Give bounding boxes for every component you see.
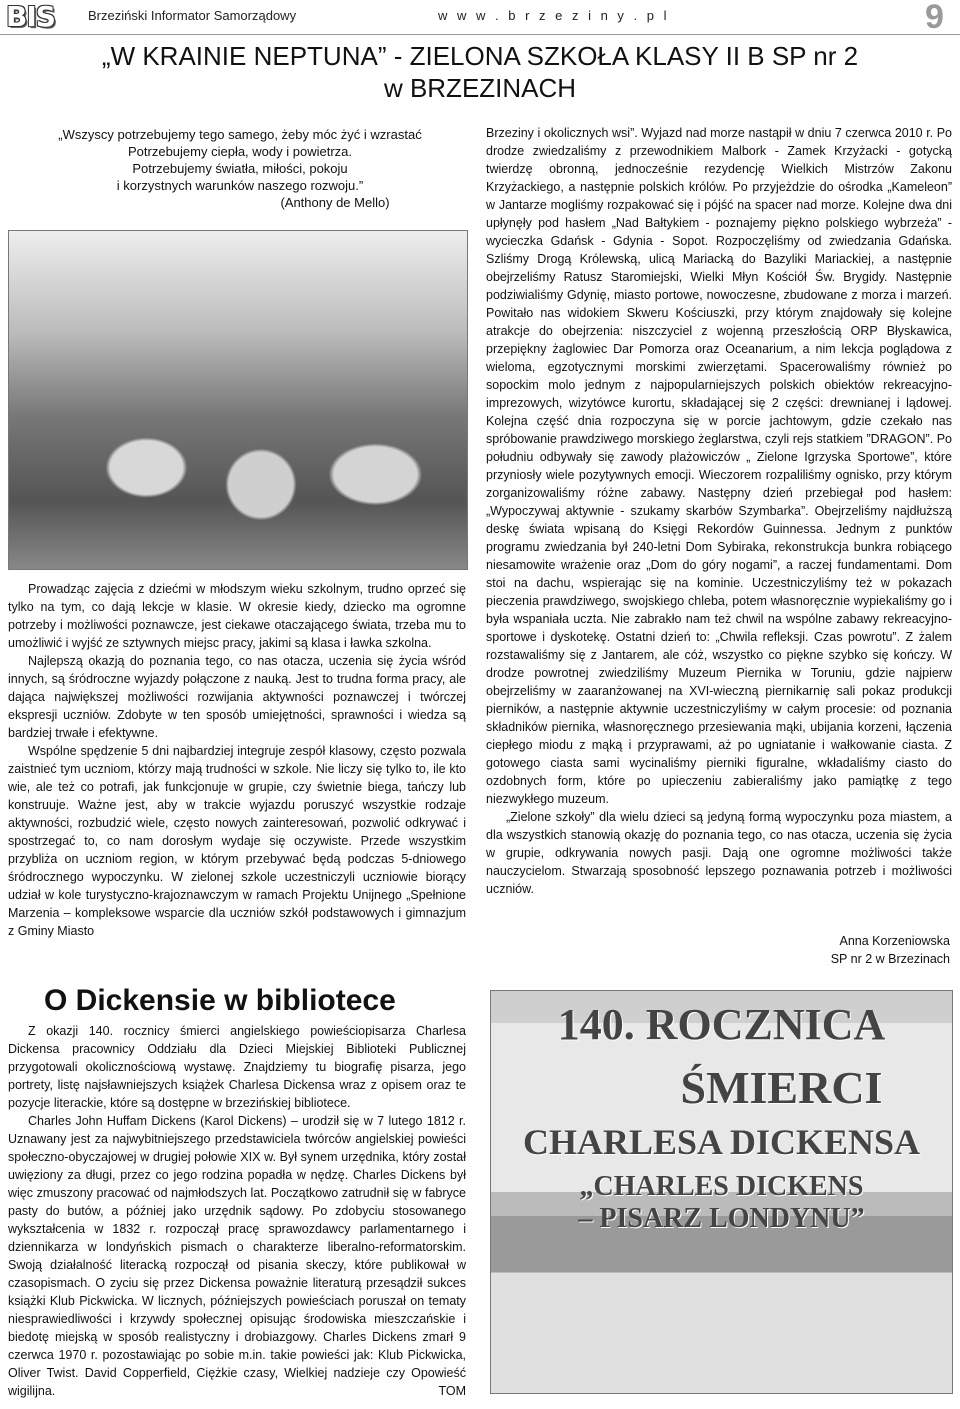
website-url: w w w . b r z e z i n y . p l	[438, 8, 670, 23]
article-paragraph: Wspólne spędzenie 5 dni najbardziej integruje zespół klasowy, często pozwala zaistnieć tym uczniom, którzy mają trudności w szkole. Nie liczy się tylko to, ile kto wie, ale też co potrafi, jak funkcjonuje w grupie, czy świetnie biega, tańczy lub konstruuje. Ważne jest, aby w trakcie wyjazdu poruszyć wszystkie rodzaje aktywności, rozbudzić wiele, często nowych zainteresowań, pozwolić odkrywać i spostrzegać to, co nam dorosłym wydaje się oczywiste. Przede wszystkim przybliża on uczniom region, w którym przebywać będą podczas 5-dniowego śródrocznego wypoczynku. W zielonej szkole uczestniczyli uczniowie biorący udział w kole turystyczno-krajoznawczym w ramach Projektu Unijnego „Spełnione Marzenia – kompleksowe wsparcie dla uczniów szkół podstawowych i gimnazjum z Gminy Miasto	[8, 744, 466, 938]
article-paragraph: Prowadząc zajęcia z dziećmi w młodszym wieku szkolnym, trudno oprzeć się tylko na tym, co dają lekcje w klasie. W okresie kiedy, dziecko ma ogromne potrzeby i możliwości poznawcze, jest ciekawe otaczającego świata, trzeba mu to umożliwić i wyjść ze sztywnych miejsc pracy, jakimi są klasa i ławka szkolna.	[8, 582, 466, 650]
article-paragraph: Z okazji 140. rocznicy śmierci angielskiego powieściopisarza Charlesa Dickensa pracownicy Oddziału dla Dzieci Miejskiej Biblioteki Publicznej przygotowali okolicznościową wystawę. Znajdziemy tu biografię pisarza, jego portrety, listę najsławniejszych książek Charlesa Dickensa wraz z opisem oraz te pozycje literackie, które są dostępne w brzezińskiej bibliotece.	[8, 1024, 466, 1110]
article-paragraph: Brzeziny i okolicznych wsi”. Wyjazd nad morze nastąpił w dniu 7 czerwca 2010 r. Po drodze zwiedzaliśmy z przewodnikiem Malbork - Zamek Krzyżacki - gotycką twierdzę obronną, jednocześnie rezydencję Wielkich Mistrzów Zakonu Krzyżackiego, a następnie polskich królów. Po przyjeżdzie do ośrodka „Kameleon” w Jantarze mogliśmy rozpakować się i pójść na spacer nad morze. Kolejne dwa dni upłynęły pod hasłem „Nad Bałtykiem - poznajemy piękno polskiego wybrzeża” - wycieczka Gdańsk - Gdynia - Sopot. Rozpoczęliśmy od zwiedzania Gdańska. Szliśmy Drogą Królewską, ulicą Mariacką do Bazyliki Mariackiej, a następnie obejrzeliśmy Ratusz Staromiejski, Wielki Młyn Kościół Św. Brygidy. Następnie podziwialiśmy Gdynię, miasto portowe, nowoczesne, zbudowane z morza i marzeń. Powitało nas widokiem Skweru Kościuszki, przy którym znajdowały się kolejne atrakcje do obejrzenia: niszczyciel z wojenną przeszłością ORP Błyskawica, przepiękny żaglowiec Dar Pomorza oraz Oceanarium, a nim lekcja poglądowa z wieloma, egzotycznymi morskimi zwierzętami. Spacerowaliśmy również po sopockim molo jednym z najpopularniejszych polskich obiektów rekreacyjno-imprezowych, wizytówce kurortu, składającej się 2 części: drewnianej i lądowej. Kolejna część dnia rozpoczyna się w porcie jachtowym, gdzie czekało nas spróbowanie prawdziwego morskiego żeglarstwa, czyli rejs statkiem ”DRAGON”. Po południu odbywały się zawody plażowiczów „ Zielone Igrzyska Sportowe”, które przyniosły wiele pozytywnych emocji. Wieczorem rozpaliliśmy ognisko, przy którym zorganizowaliśmy różne zabawy. Następny dzień przebiegał pod hasłem: „Wypoczywaj aktywnie - szukamy skarbów Szymbarka”. Obejrzeliśmy najdłuższą deskę świata wpisaną do Księgi Rekordów Guinnessa. Jednym z punktów programu zwiedzania był 240-letni Dom Sybiraka, rekonstrukcja bunkra robiącego niesamowite wrażenie oraz „Dom do góry nogami”, a raczej fundamentami. Dom stoi na dachu, wspierając się na kominie. Uczestniczyliśmy też w pokazach pieczenia prawdziwego, swojskiego chleba, potem własnoręcznie wypiekaliśmy go i była wspaniała uczta. Nie zabrakło nam też chwil na wspólne zabawy rekreacyjno-sportowe i dyskotekę. Ostatni dzień to: „Chwila refleksji. Czas powrotu”. Z żalem rozstawaliśmy się z Jantarem, ale cóż, wszystko co piękne szybko się kończy. W drodze powrotnej zwiedziliśmy Muzeum Piernika w Toruniu, gdzie najpierw obejrzeliśmy w zaaranżowanej na XVI-wieczną piernikarnię sali pokaz produkcji pierników, a następnie aktywnie uczestniczyliśmy w całym procesie: od poznania składników piernika, własnoręcznego przesiewania mąki, ubijania korzeni, łączenia ciepłego miodu z mąką i przyprawami, aż po ugniatanie i wałkowanie ciasta. Z gotowego ciasta sami wycinaliśmy pierniki figuralne, wkładaliśmy ciasto do ozdobnych form, które po upieczeniu zabieraliśmy jako pamiątkę z tego niezwykłego muzeum.	[486, 126, 952, 806]
banner-text: ŚMIERCI	[680, 1062, 883, 1113]
motto-line: Potrzebujemy światła, miłości, pokoju	[132, 161, 348, 176]
motto-line: Potrzebujemy ciepła, wody i powietrza.	[128, 144, 352, 159]
dickens-article-title: O Dickensie w bibliotece	[44, 984, 396, 1017]
headline-line-2: w BRZEZINACH	[383, 73, 577, 103]
article-paragraph-text: Charles John Huffam Dickens (Karol Dickens) – urodził się w 7 lutego 1812 r. Uznawany jest za najwybitniejszego przedstawiciela twórców angielskiej powieści społeczno-obyczajowej w drugiej połowie XIX w. Był synem urzędnika, który został uwięziony za długi, przez co jego rodzina popadła w nędzę. Charles Dickens był więc zmuszony pracować od najmłodszych lat. Początkowo zatrudnił się w fabryce pasty do butów, a później jako urzędnik sądowy. Po zdobyciu stosowanego wykształcenia w 1832 r. rozpoczął pracę sprawozdawcy parlamentarnego i dziennikarza w londyńskich pismach o charakterze liberalno-reformatorskim. Swoją działalność literacką rozpoczął od pisania skeczy, które publikował w czasopismach. O zyciu się przez Dickensa poważnie literaturą przesądził sukces książki Klub Pickwicka. W licznych, późniejszych powieściach poruszał on tematy niesprawiedliwości i krzywdy społecznej opisując środowiska mieszczańskie i biedotę miejską w sposób realistyczny i drobiazgowy. Charles Dickens zmarł 9 czerwca 1970 r. pozostawiając po sobie m.in. takie powieści jak: Klub Pickwicka, Oliver Twist. David Copperfield, Ciężkie czasy, Wielkiej nadzieje czy Opowieść wigilijna.	[8, 1114, 466, 1398]
page-number: 9	[925, 0, 944, 36]
article-author	[680, 932, 950, 968]
article-paragraph: „Zielone szkoły” dla wielu dzieci są jedyną formą wypoczynku poza miastem, a dla wszystkich stanowią okazję do poznania tego, co nas otacza, uczenia się życia w grupie, odkrywania nowych pasji. Dają one ogromne możliwości także nauczycielom. Stwarzają sposobność lepszego poznawania potrzeb i możliwości uczniów.	[486, 810, 952, 896]
banner-text: „CHARLES DICKENS	[579, 1171, 864, 1202]
masthead-title: Brzeziński Informator Samorządowy	[88, 8, 297, 23]
right-article-column	[486, 124, 952, 898]
article-paragraph	[8, 1112, 466, 1400]
motto-line: i korzystnych warunków naszego rozwoju.”	[116, 178, 364, 193]
motto-line: „Wszyscy potrzebujemy tego samego, żeby móc żyć i wzrastać	[58, 127, 422, 142]
class-group-photo	[8, 230, 468, 570]
banner-text: CHARLESA DICKENSA	[522, 1122, 921, 1162]
dickens-exhibition-photo	[490, 990, 953, 1394]
motto-author: (Anthony de Mello)	[280, 195, 390, 210]
article-headline	[0, 40, 960, 104]
author-school: SP nr 2 w Brzezinach	[830, 952, 950, 966]
banner-text: – PISARZ LONDYNU”	[578, 1203, 865, 1234]
motto-quote	[20, 126, 460, 211]
article-signature: TOM	[438, 1384, 466, 1398]
dickens-article-body	[8, 1022, 466, 1400]
author-name: Anna Korzeniowska	[839, 934, 950, 948]
bis-logo: BIS	[6, 0, 55, 33]
left-article-column	[8, 580, 466, 940]
article-paragraph: Najlepszą okazją do poznania tego, co nas otacza, uczenia się życia wśród innych, są śródroczne wyjazdy połączone z nauką. Jest to trudna forma pracy, ale dająca największej możliwości rozwijania aktywności poznawczej i twórczej ekspresji uczniów. Zdobyte w ten sposób umiejętności, sprawności i wiedza są bardziej trwałe i efektywne.	[8, 654, 466, 740]
banner-text: 140. ROCZNICA	[557, 1000, 886, 1049]
headline-line-1: „W KRAINIE NEPTUNA” - ZIELONA SZKOŁA KLASY II B SP nr 2	[101, 41, 859, 71]
